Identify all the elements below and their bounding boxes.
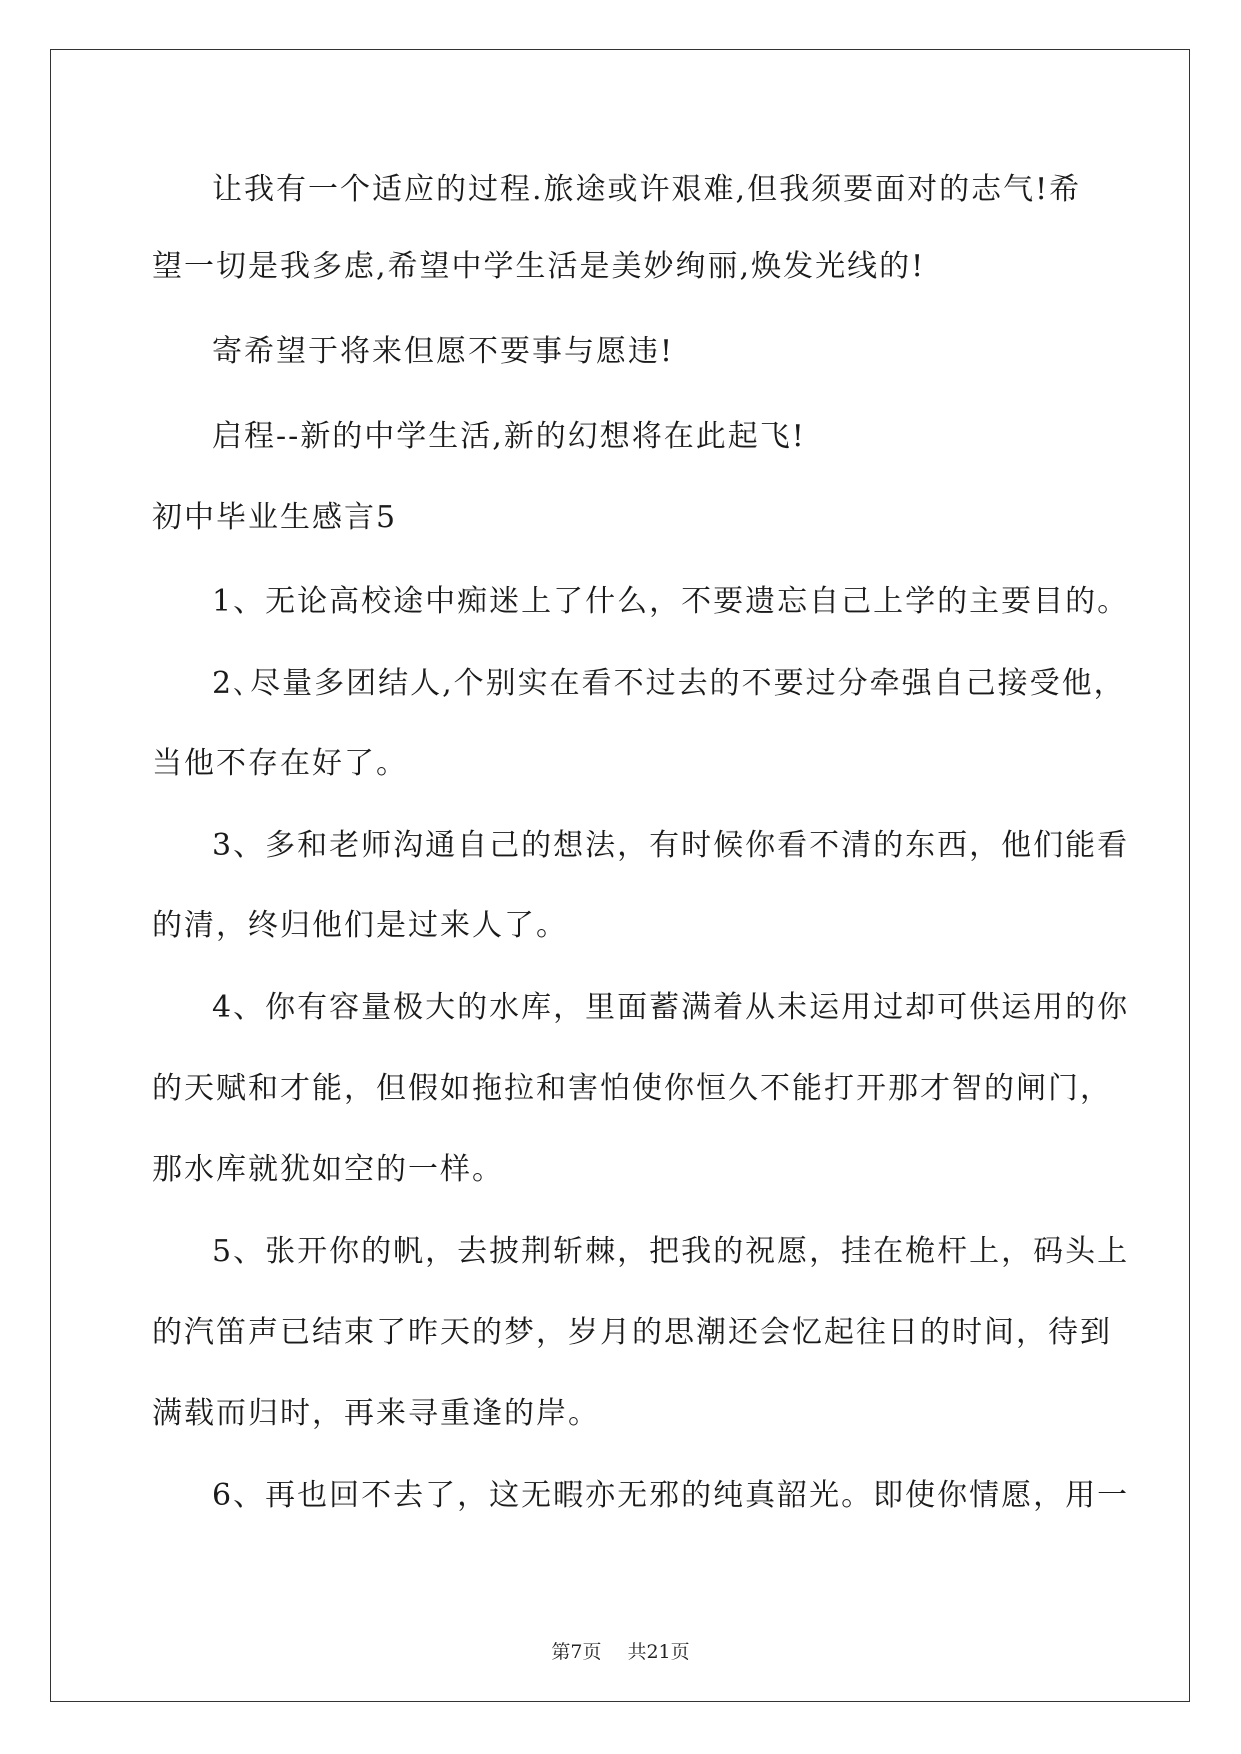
text-line: 的天赋和才能，但假如拖拉和害怕使你恒久不能打开那才智的闸门， xyxy=(152,1071,1112,1106)
text-line: 那水库就犹如空的一样。 xyxy=(152,1152,504,1187)
section-heading: 初中毕业生感言5 xyxy=(152,500,398,535)
text-line: 3、多和老师沟通自己的想法，有时候你看不清的东西，他们能看 xyxy=(212,828,1130,863)
text-line: 2､尽量多团结人,个别实在看不过去的不要过分牵强自己接受他， xyxy=(212,666,1126,701)
text-line: 6、再也回不去了，这无暇亦无邪的纯真韶光。即使你情愿，用一 xyxy=(212,1478,1130,1513)
text-line: 满载而归时，再来寻重逢的岸。 xyxy=(152,1396,600,1431)
text-line: 当他不存在好了。 xyxy=(152,746,408,781)
text-line: 让我有一个适应的过程.旅途或许艰难,但我须要面对的志气!希 xyxy=(212,172,1082,207)
page-footer xyxy=(0,1640,1241,1664)
text-line: 的汽笛声已结束了昨天的梦，岁月的思潮还会忆起往日的时间，待到 xyxy=(152,1315,1112,1350)
text-line: 1、无论高校途中痴迷上了什么，不要遗忘自己上学的主要目的。 xyxy=(212,584,1130,619)
text-line: 4、你有容量极大的水库，里面蓄满着从未运用过却可供运用的你 xyxy=(212,990,1130,1025)
page-total: 共21页 xyxy=(627,1641,690,1663)
text-line: 启程--新的中学生活,新的幻想将在此起飞! xyxy=(212,419,806,454)
text-line: 望一切是我多虑,希望中学生活是美妙绚丽,焕发光线的! xyxy=(152,249,926,284)
page-number: 第7页 xyxy=(551,1641,602,1663)
page-border xyxy=(50,49,1190,1702)
text-line: 寄希望于将来但愿不要事与愿违! xyxy=(212,334,675,369)
text-line: 5、张开你的帆，去披荆斩棘，把我的祝愿，挂在桅杆上，码头上 xyxy=(212,1234,1130,1269)
text-line: 的清，终归他们是过来人了。 xyxy=(152,908,568,943)
